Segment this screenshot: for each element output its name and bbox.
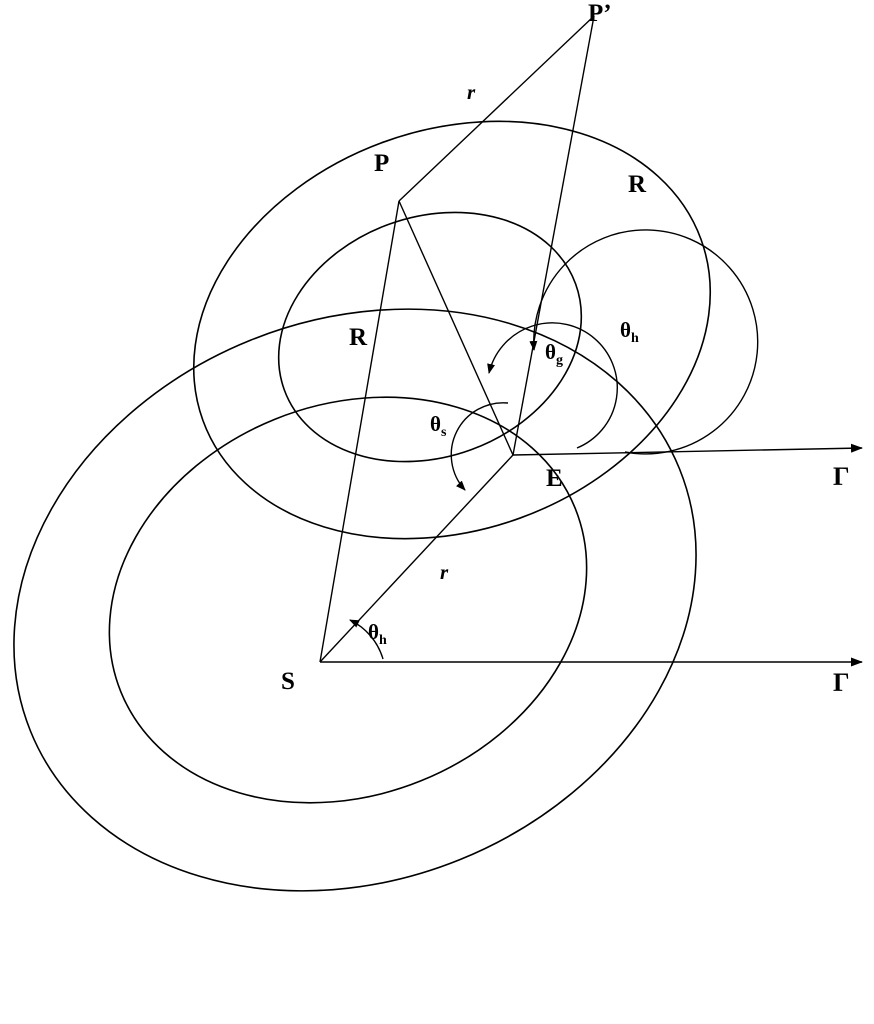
label-point-s: S [281,668,295,695]
label-angle-theta-h-upper [620,318,639,347]
theta-symbol: θ [430,412,441,436]
theta-subscript: h [378,633,387,649]
angle-arc-theta-h-upper [534,230,758,454]
label-axis-gamma-upper: Γ [833,462,850,491]
label-axis-gamma-lower: Γ [833,668,850,697]
label-radius-upper-right: R [628,171,647,198]
axis-gamma-upper [513,448,862,455]
segment-s-e [320,455,513,662]
outer-ellipse [0,209,784,990]
label-point-p: P [374,150,390,177]
segment-p-e [399,201,513,455]
label-point-e: E [546,465,563,492]
inner-ellipse [48,327,648,872]
label-point-p-prime: P’ [588,0,612,27]
theta-symbol: θ [620,318,631,342]
label-segment-r-lower: r [440,560,449,584]
label-radius-middle-left: R [349,324,368,351]
theta-subscript: h [630,331,639,347]
label-segment-r-upper: r [467,80,476,104]
segment-s-p [320,201,399,662]
outer-small-ellipse [135,51,770,608]
inner-small-ellipse [243,171,616,503]
theta-subscript: s [440,425,447,441]
label-angle-theta-h-lower [368,620,387,649]
theta-symbol: θ [368,620,379,644]
theta-subscript: g [555,353,563,369]
label-angle-theta-s [430,412,446,441]
theta-symbol: θ [545,340,556,364]
label-angle-theta-g [545,340,563,369]
